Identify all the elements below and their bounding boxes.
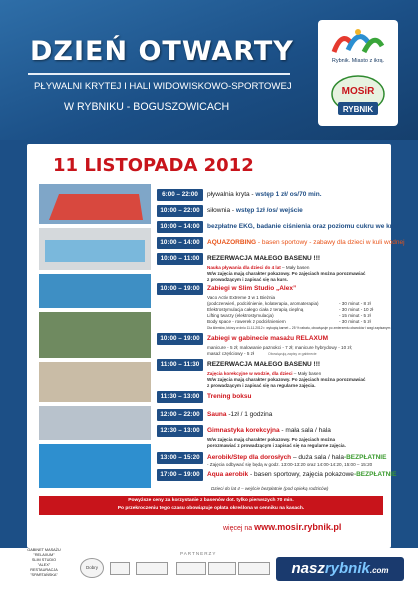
- naszrybnik-logo: [276, 557, 404, 581]
- mosir-logo-top: MOSiR: [341, 86, 375, 97]
- detail-line: Lifting twarzy (elektrostymulacja): [207, 313, 274, 318]
- activity-text: [207, 468, 396, 481]
- sponsor-line: SLIM STUDIO: [31, 558, 57, 562]
- partner-logo: [80, 558, 104, 578]
- detail-note: Obowiązują zapisy w gabinecie: [267, 352, 317, 356]
- schedule-card: [27, 144, 405, 548]
- partner-logo-label: Dobry: [85, 565, 98, 570]
- city-brand-text: Rybnik. Miasto z ikrą.: [331, 58, 385, 64]
- activity-highlight: Gimnastyka korekcyjna: [207, 427, 280, 434]
- detail-line: Elektrostymulacja całego ciała z terapią cieplną: [207, 307, 304, 312]
- time-badge: 6:00 – 22:00: [157, 189, 203, 201]
- time-badge: 10:00 – 19:00: [157, 333, 203, 345]
- activity-label: - basen sportowy, zajęcia pokazowe: [248, 471, 354, 478]
- activity-highlight: Aerobik/Step dla dorosłych: [207, 454, 292, 461]
- detail-line: W/w zajęcia mają charakter pokazowy. Po zajęciach można porozmawiać: [207, 377, 366, 382]
- detail-line: [207, 351, 317, 357]
- subtitle-venue: PŁYWALNI KRYTEJ I HALI WIDOWISKOWO-SPORTOWEJ: [34, 81, 292, 92]
- more-info: [223, 522, 341, 532]
- detail-line: z prowadzącym i zapisać się na regularne zajęcia.: [207, 383, 316, 388]
- activity-text: [207, 236, 405, 249]
- partner-logo: [238, 562, 270, 575]
- activity-highlight: Sauna: [207, 411, 227, 418]
- partners-label: PARTNERZY: [180, 551, 217, 556]
- notice-line: Powyższe ceny za korzystanie z basenów dot. tylko pierwszych 70 min.: [128, 498, 294, 503]
- detail-line: - Zajęcia odbywać się będą w godz. 13:00-13:20 oraz 14:00-14:20, 15:00 – 15:20: [207, 462, 373, 467]
- website-link[interactable]: www.mosir.rybnik.pl: [254, 522, 342, 532]
- activity-highlight: bezpłatne EKG, badanie ciśnienia oraz poziomu cukru we krwi: [207, 223, 400, 230]
- activity-highlight: Aqua aerobik: [207, 471, 249, 478]
- free-tag: -BEZPŁATNIE: [343, 454, 387, 461]
- activity-highlight: Zabiegi w gabinecie masażu RELAXUM: [207, 335, 328, 342]
- detail-text: – Mały basen: [280, 265, 310, 270]
- subtitle-location: W RYBNIKU - BOGUSZOWICACH: [64, 101, 230, 113]
- event-date: 11 LISTOPADA 2012: [53, 155, 254, 176]
- price-notice: [39, 496, 383, 515]
- detail-line: Vaco Activ Extreme 3 w 1 Bieżnia: [207, 295, 276, 300]
- sponsor-line: GABINET MASAŻU: [27, 548, 61, 552]
- detail-line: manicure - 5 zł; malowanie paznokci - 7 zł; manicure hybrydowy - 10 zł;: [207, 345, 353, 350]
- activity-text: [207, 204, 303, 217]
- partner-logo: [176, 562, 206, 575]
- header: [0, 0, 418, 140]
- rybnik-city-logo: [330, 26, 386, 56]
- mosir-logo-bottom: RYBNIK: [342, 105, 374, 114]
- detail-line: Body space - rowerek z podciśnieniem: [207, 319, 286, 324]
- time-badge: 10:00 – 22:00: [157, 205, 203, 217]
- detail-line: (podczerwień, podciśnienie, kolaterapia, aromaterapia): [207, 301, 319, 306]
- nasz-part1: nasz: [291, 560, 325, 577]
- logo-panel: [318, 20, 398, 126]
- price-line: - 15 minut - 5 zł: [339, 313, 371, 318]
- price-line: - 30 minut - 8 zł: [339, 301, 371, 306]
- price-line: - 30 minut - 5 zł: [339, 319, 371, 324]
- more-prefix: więcej na: [223, 525, 255, 532]
- time-badge: 10:00 – 14:00: [157, 221, 203, 233]
- partner-logo: [110, 562, 130, 575]
- time-badge: 13:00 – 15:20: [157, 452, 203, 464]
- sponsor-line: RESTAURACJA: [30, 568, 58, 572]
- activity-highlight: AQUAZORBING: [207, 239, 257, 246]
- detail-text: masaż częściowy - 5 zł: [207, 351, 254, 356]
- activity-label: REZERWACJA MAŁEGO BASENU !!!: [207, 255, 321, 262]
- activity-text: [207, 408, 272, 421]
- activity-label: pływalnia kryta -: [207, 191, 256, 198]
- activity-text: [207, 188, 322, 201]
- detail-highlight: Nauka pływania dla dzieci do 4 lat: [207, 265, 281, 270]
- photo-column: [39, 184, 151, 488]
- activity-highlight: wstęp 1 zł/ os/70 min.: [255, 191, 322, 198]
- mosir-logo: [329, 72, 387, 120]
- notice-line: Po przekroczeniu tego czasu obowiązuje opłata określona w cenniku na kasach.: [117, 506, 305, 511]
- sponsor-line: "RELAXUM": [33, 553, 55, 557]
- detail-line: porozmawiać z prowadzącym i zapisać się na regularne zajęcia.: [207, 443, 346, 448]
- activity-text: [207, 424, 331, 437]
- footer: [0, 548, 418, 600]
- time-badge: 11:30 – 13:00: [157, 391, 203, 403]
- activity-label: REZERWACJA MAŁEGO BASENU !!!: [207, 361, 321, 368]
- time-badge: 10:00 – 14:00: [157, 237, 203, 249]
- detail-line: W/w zajęcia mają charakter pokazowy. Po zajęciach można: [207, 437, 336, 442]
- time-badge: 10:00 – 11:00: [157, 253, 203, 265]
- free-tag: -BEZPŁATNIE: [353, 471, 397, 478]
- nasz-part3: .com: [369, 566, 389, 575]
- price-line: - 30 minut - 10 zł: [339, 307, 374, 312]
- sponsor-line: "ALEX": [37, 563, 51, 567]
- time-badge: 12:00 – 22:00: [157, 409, 203, 421]
- detail-line: z prowadzącym i zapisać się na kurs.: [207, 277, 288, 282]
- detail-highlight: Zajęcia korekcyjne w wodzie, dla dzieci: [207, 371, 293, 376]
- page-title: DZIEŃ OTWARTY: [30, 36, 294, 67]
- partner-logo: [136, 562, 168, 575]
- activity-label: - mała sala / hala: [279, 427, 331, 434]
- partner-logo: [208, 562, 236, 575]
- detail-line: W/w zajęcia mają charakter pokazowy. Po zajęciach można porozmawiać: [207, 271, 366, 276]
- time-badge: 12:30 – 13:00: [157, 425, 203, 437]
- children-note: Dzieci do lat 4 – wejście bezpłatnie (pod opieką rodziców): [211, 486, 329, 491]
- time-badge: 10:00 – 19:00: [157, 283, 203, 295]
- detail-text: – Mały basen: [292, 371, 322, 376]
- time-badge: 11:00 – 11:30: [157, 359, 203, 371]
- sponsor-list: [14, 548, 74, 578]
- activity-label: siłownia -: [207, 207, 236, 214]
- activity-label: -1zł / 1 godzina: [226, 411, 273, 418]
- detail-note: Dla klientów, którzy w dniu 11.11.2012 r. wykupią karnet – 25 % rabatu, obowiązuje po zmierzeniu obwodów i wagi zapisanym: [207, 326, 391, 330]
- nasz-part2: rybnik: [324, 560, 370, 577]
- activity-highlight: Trening boksu: [207, 393, 252, 400]
- activity-highlight: wstęp 1zł /os/ wejście: [235, 207, 303, 214]
- activity-label: - basen sportowy - zabawy dla dzieci w kuli wodnej: [256, 239, 405, 246]
- activity-highlight: Zabiegi w Slim Studio „Alex”: [207, 285, 297, 292]
- title-divider: [28, 73, 290, 75]
- activity-label: – duża sala / hala: [291, 454, 344, 461]
- time-badge: 17:00 – 19:00: [157, 469, 203, 481]
- sponsor-line: "SPARTAŃSKA": [30, 573, 58, 577]
